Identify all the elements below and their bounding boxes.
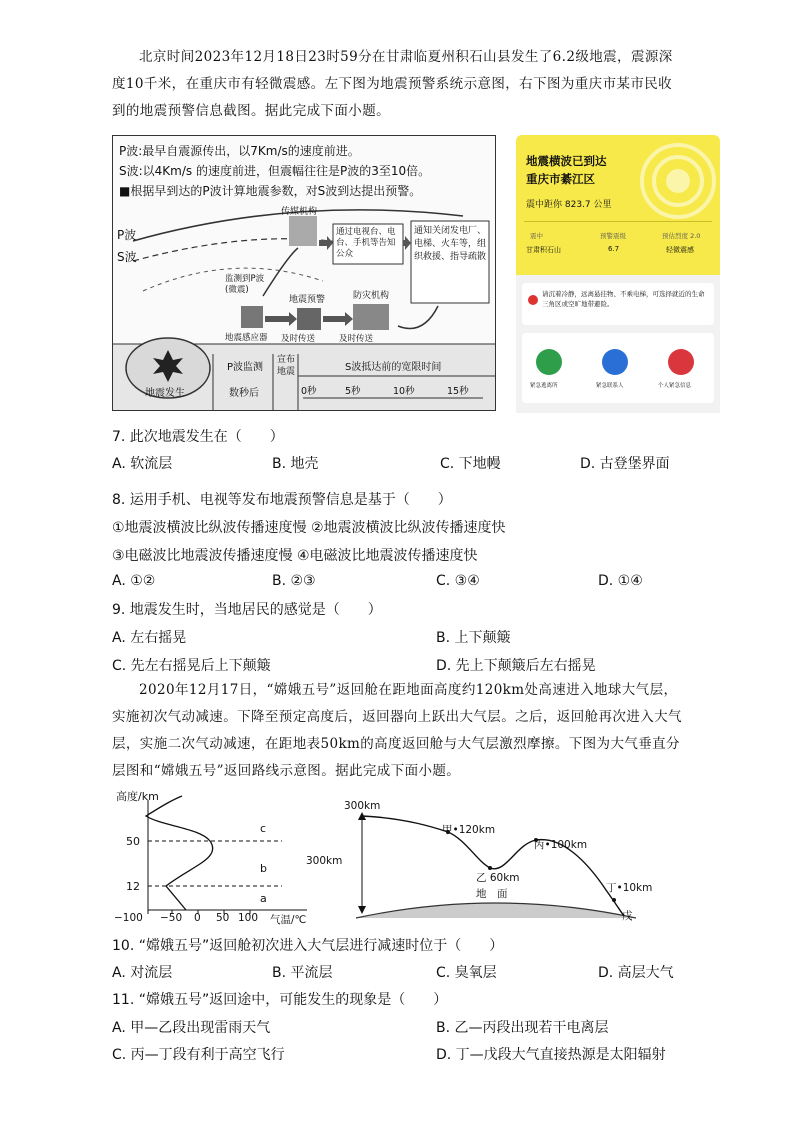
atmosphere-layer-chart [112, 786, 322, 926]
q11-option-d[interactable]: D. 丁—戊段大气直接热源是太阳辐射 [436, 1047, 666, 1063]
x-axis-label: 气温/℃ [270, 914, 307, 926]
prevent-label: 防灾机构 [353, 291, 390, 301]
q10-option-b[interactable]: B. 平流层 [272, 965, 333, 981]
sensor-icon [241, 306, 263, 328]
wu-label: 戊 [622, 910, 633, 922]
arrow-down-icon [358, 906, 366, 914]
y-tick-12: 12 [126, 880, 140, 893]
q8-option-d[interactable]: D. ①④ [598, 573, 643, 589]
timely-label-1: 及时传送 [281, 334, 316, 344]
divider [524, 221, 712, 222]
detect-label: 监测到P波(微震) [225, 274, 265, 295]
q10-option-d[interactable]: D. 高层大气 [598, 965, 674, 981]
top-height-label: 300km [344, 800, 381, 812]
medical-icon[interactable] [668, 349, 694, 375]
q9-option-d[interactable]: D. 先上下颠簸后左右摇晃 [436, 658, 596, 674]
q8-option-b[interactable]: B. ②③ [272, 573, 316, 589]
p-wave-label: P波 [117, 228, 137, 242]
yi-label: 乙 60km [476, 872, 520, 884]
warning-icon [528, 295, 538, 305]
q9-stem: 9. 地震发生时，当地居民的感觉是（ ） [112, 602, 382, 618]
q8-option-a[interactable]: A. ①② [112, 573, 156, 589]
layer-a-label: a [260, 892, 267, 905]
info-button-label[interactable]: 个人紧急信息 [658, 383, 692, 389]
layer-chart-svg [112, 786, 322, 926]
q11-option-a[interactable]: A. 甲—乙段出现雷雨天气 [112, 1020, 271, 1036]
height-label: 300km [306, 855, 343, 867]
x-tick-minus50: −50 [160, 912, 183, 924]
x-tick-0: 0 [194, 912, 201, 924]
q9-option-a[interactable]: A. 左右摇晃 [112, 630, 187, 646]
seconds-after-label: 数秒后 [229, 388, 259, 399]
y-axis-label: 高度/km [116, 790, 159, 803]
arrow-icon [319, 236, 333, 250]
bing-label: 丙•100km [534, 839, 588, 851]
signal-rings-icon [638, 141, 718, 221]
escape-button-label[interactable]: 紧急逃离所 [530, 383, 558, 389]
q8-line2: ③电磁波比地震波传播速度慢 ④电磁波比地震波传播速度快 [112, 548, 478, 564]
y-tick-50: 50 [126, 835, 140, 848]
contact-icon[interactable] [602, 349, 628, 375]
timely-label-2: 及时传送 [339, 334, 374, 344]
x-tick-100: 100 [238, 912, 259, 924]
media-icon [289, 216, 317, 246]
phone-alert-body [516, 275, 720, 413]
q7-option-d[interactable]: D. 古登堡界面 [580, 456, 670, 472]
q10-option-c[interactable]: C. 臭氧层 [436, 965, 497, 981]
point-ding [612, 898, 616, 902]
arrow-icon [265, 312, 297, 326]
q10-option-a[interactable]: A. 对流层 [112, 965, 173, 981]
ding-label: 丁•10km [606, 882, 653, 894]
alert-advice: 请沉着冷静，远离悬挂物、不乘电梯，可选择就近的生命三角区或空旷地带避险。 [542, 290, 705, 308]
q9-option-b[interactable]: B. 上下颠簸 [436, 630, 511, 646]
announce-label: 宣布地震 [277, 355, 296, 377]
q8-stem: 8. 运用手机、电视等发布地震预警信息是基于（ ） [112, 492, 452, 508]
ground-label: 地 面 [476, 888, 508, 900]
alert-title-1: 地震横波已到达 [526, 154, 607, 168]
q8-option-c[interactable]: C. ③④ [436, 573, 480, 589]
passage-2: 2020年12月17日，“嫦娥五号”返回舱在距地面高度约120km处高速进入地球大气层，实施初次气动减速。下降至预定高度后，返回器向上跃出大气层。之后，返回舱再次进入大气层，实施二次气动减速，在距地表50km的高度返回舱与大气层激烈摩擦。下图为大气垂直分层图和“嫦娥五号”返回路线示意图。据此完成下面小题。 [112, 682, 682, 779]
sensor-label: 地震感应器 [225, 333, 268, 343]
prevent-icon [353, 304, 389, 330]
q7-stem: 7. 此次地震发生在（ ） [112, 429, 284, 445]
alert-title-2: 重庆市綦江区 [526, 172, 595, 186]
q11-option-c[interactable]: C. 丙—丁段有利于高空飞行 [112, 1047, 285, 1063]
info-value-epicenter: 甘肃积石山 [526, 246, 561, 254]
q10-stem: 10. “嫦娥五号”返回舱初次进入大气层进行减速时位于（ ） [112, 938, 504, 954]
info-label-intensity: 预估烈度 2.0 [662, 232, 701, 240]
layer-c-label: c [260, 822, 267, 835]
tick-5: 5秒 [345, 386, 361, 397]
q11-option-b[interactable]: B. 乙—丙段出现若干电离层 [436, 1020, 609, 1036]
q8-line1: ①地震波横波比纵波传播速度慢 ②地震波横波比纵波传播速度快 [112, 520, 506, 536]
phone-alert-header [516, 135, 720, 275]
notify-label: 通知关闭发电厂、电梯、火车等，组织救援、指导疏散 [414, 226, 487, 262]
arrow-icon [323, 312, 353, 326]
info-label-magnitude: 预警震级 [600, 232, 626, 240]
tick-10: 10秒 [393, 386, 415, 397]
media-label: 传媒机构 [281, 207, 318, 217]
earthquake-warning-diagram [112, 135, 496, 411]
q7-option-c[interactable]: C. 下地幔 [440, 456, 501, 472]
warning-icon [297, 308, 321, 330]
q7-option-b[interactable]: B. 地壳 [272, 456, 319, 472]
q9-option-c[interactable]: C. 先左右摇晃后上下颠簸 [112, 658, 271, 674]
info-value-magnitude: 6.7 [608, 245, 620, 253]
passage-1: 北京时间2023年12月18日23时59分在甘肃临夏州积石山县发生了6.2级地震，震源深度10千米，在重庆市有轻微震感。左下图为地震预警系统示意图，右下图为重庆市某市民收到的地震预警信息截图。据此完成下面小题。 [112, 49, 673, 119]
q7-option-a[interactable]: A. 软流层 [112, 456, 173, 472]
x-tick-minus100: −100 [114, 912, 143, 924]
warning-label: 地震预警 [289, 295, 326, 305]
layer-b-label: b [260, 862, 267, 875]
arrow-icon [403, 236, 411, 250]
fig1-line2: S波:以4Km/s 的速度前进，但震幅往往是P波的3至10倍。 [119, 164, 431, 178]
s-wave-label: S波 [117, 250, 137, 264]
p-monitor-label: P波监测 [227, 362, 264, 373]
x-tick-50: 50 [216, 912, 230, 924]
arrow-curve [398, 306, 438, 329]
tick-15: 15秒 [447, 386, 469, 397]
alert-distance: 震中距你 823.7 公里 [526, 200, 612, 210]
jia-label: 甲•120km [442, 824, 496, 836]
contact-button-label[interactable]: 紧急联系人 [596, 383, 624, 389]
buffer-label: S波抵达前的宽限时间 [345, 362, 442, 373]
info-value-intensity: 轻微震感 [666, 246, 694, 254]
route-svg [336, 800, 656, 926]
return-route-diagram [306, 800, 656, 926]
escape-icon[interactable] [536, 349, 562, 375]
tv-label: 通过电视台、电台、手机等告知公众 [336, 227, 396, 259]
temperature-curve [146, 796, 213, 910]
fig1-line3: ■根据早到达的P波计算地震参数，对S波到达提出预警。 [119, 184, 422, 198]
info-label-epicenter: 震中 [530, 232, 543, 240]
q11-stem: 11. “嫦娥五号”返回途中，可能发生的现象是（ ） [112, 992, 448, 1008]
quake-label: 地震发生 [145, 388, 185, 399]
fig1-line1: P波:最早自震源传出，以7Km/s的速度前进。 [119, 144, 360, 158]
tick-0: 0秒 [301, 386, 317, 397]
